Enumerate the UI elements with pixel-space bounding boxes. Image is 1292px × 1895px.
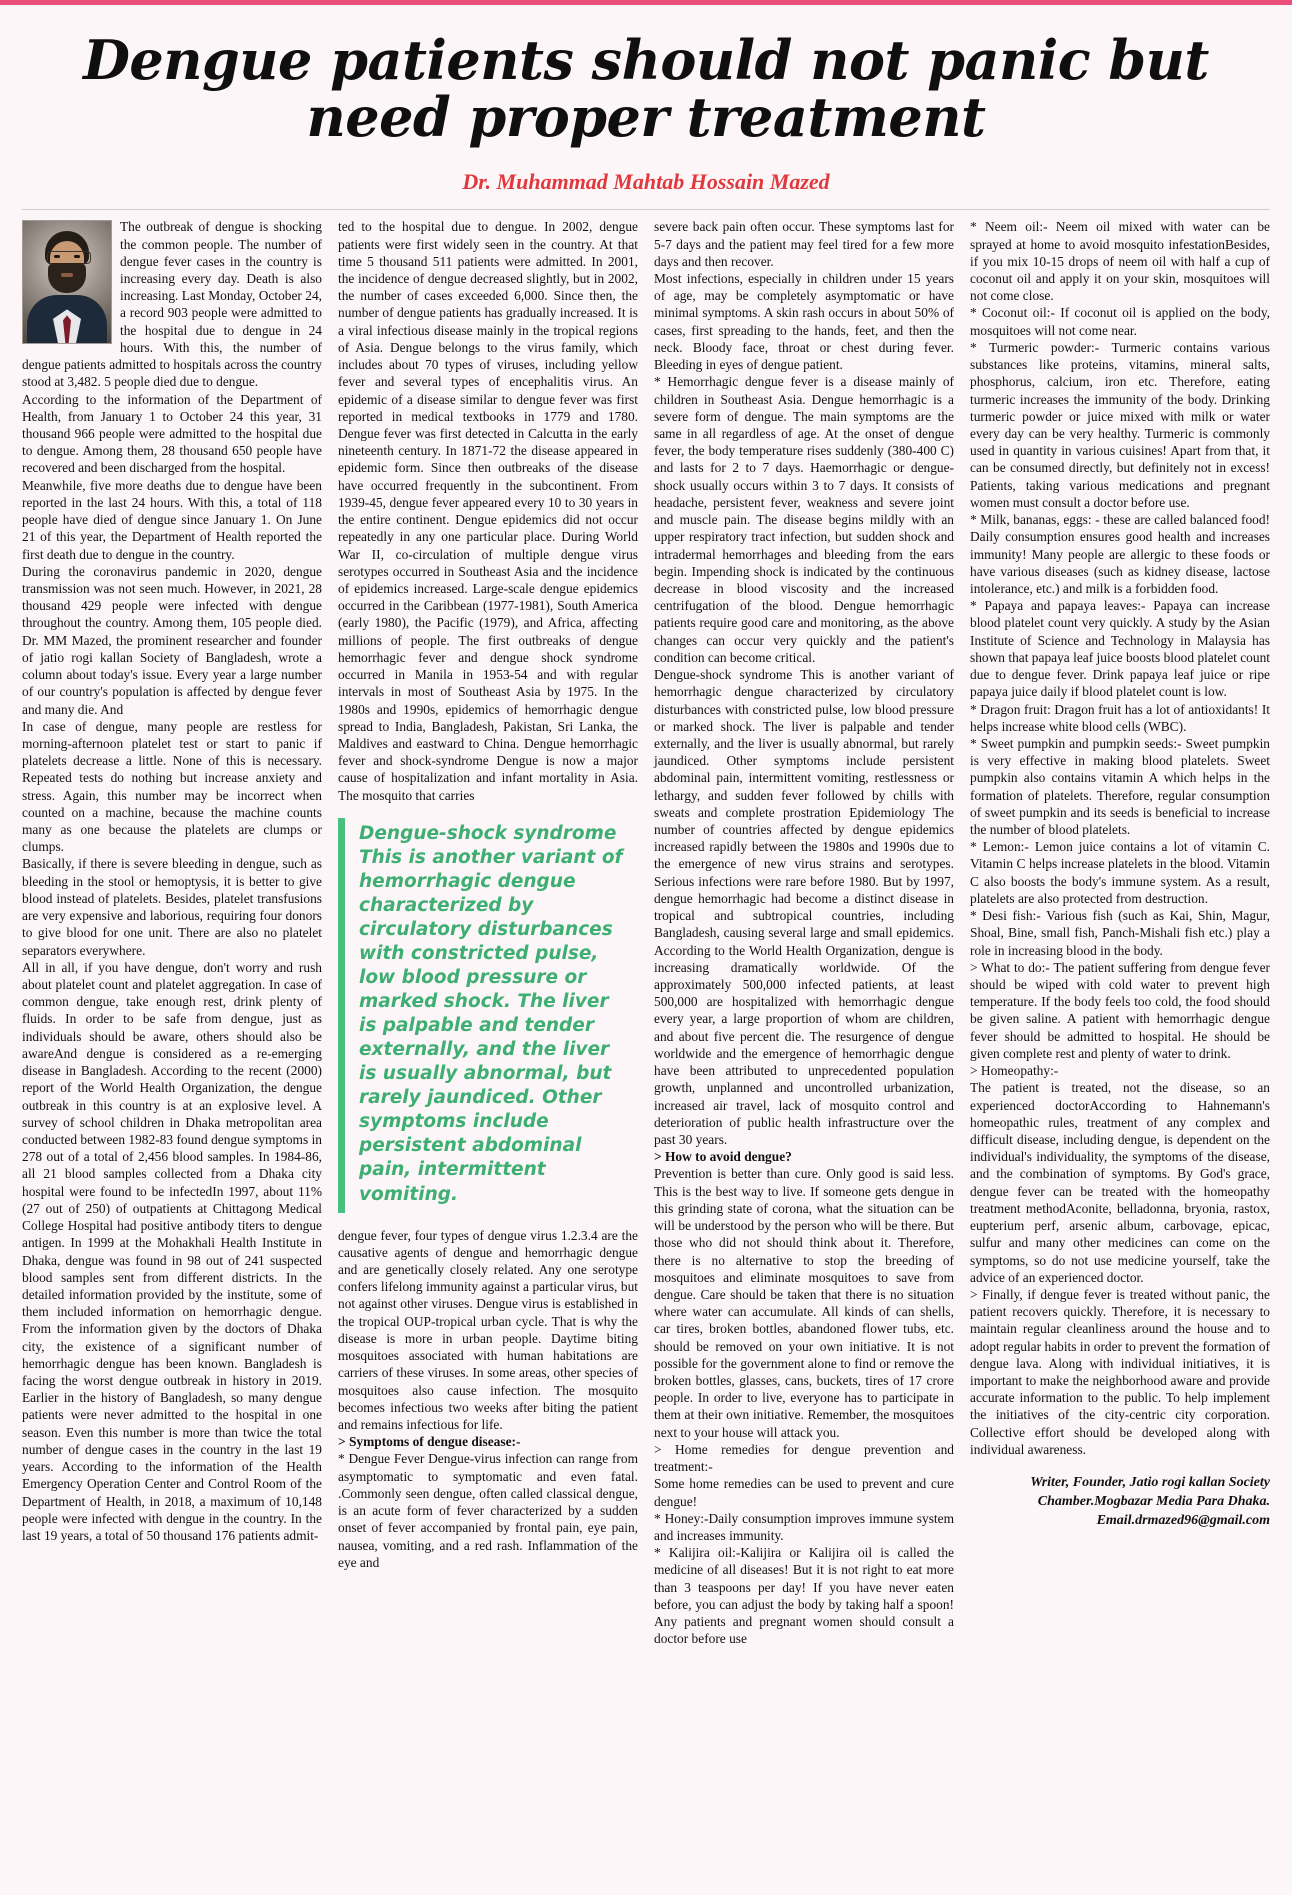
paragraph: * Desi fish:- Various fish (such as Kai, Shin, Magur, Shoal, Bine, small fish, Panch-Mishali fish etc.) play a role in increasing blood in the body. [970,908,1270,958]
paragraph: * Sweet pumpkin and pumpkin seeds:- Sweet pumpkin is very effective in making blood platelets. Sweet pumpkin also contains vitamin A which helps in the formation of platelets. Therefore, regular consumption of sweet pumpkin and its seeds is beneficial to increase the number of blood platelets. [970,735,1270,838]
header-divider [22,209,1270,210]
article-column-3 [654,218,954,1647]
paragraph: > Finally, if dengue fever is treated without panic, the patient recovers quickly. Therefore, it is necessary to maintain regular cleanliness around the house and to adopt regular habits in order to prevent the formation of dengue lava. Along with individual initiatives, it is important to make the neighborhood aware and provide accurate information to the public. To help implement the initiatives of the city-centric city corporation. Collective effort should be developed along with individual awareness. [970,1286,1270,1457]
article-column-1 [22,218,322,1544]
paragraph: > Homeopathy:- [970,1063,1059,1079]
signature-line: Email.drmazed96@gmail.com [1096,1512,1270,1528]
paragraph: Meanwhile, five more deaths due to dengue have been reported in the last 24 hours. With this, a total of 118 people have died of dengue since January 1. On June 21 of this year, the Department of Health reported the first death due to dengue in the country. [22,477,322,562]
paragraph: > What to do:- The patient suffering from dengue fever should be wiped with cold water to prevent high temperature. If the body feels too cold, the food should be given saline. A patient with hemorrhagic dengue fever should be admitted to hospital. He should be given complete rest and plenty of water to drink. [970,959,1270,1061]
top-accent-rule [0,0,1292,5]
paragraph: The patient is treated, not the disease, so an experienced doctorAccording to Hahnemann's homeopathic rules, treatment of any complex and difficult disease, including dengue, is dependent on the individual's individuality, the symptoms of the disease, and the combination of symptoms. By God's grace, dengue fever can be treated with the homeopathy treatment methodAconite, belladonna, bryonia, rastox, eupterium perf, arsenic album, carbovage, epicac, sulfur and many other medicines can come on the symptoms, so do not use medicine yourself, take the advice of an experienced doctor. [970,1080,1270,1285]
paragraph: * Dengue Fever Dengue-virus infection can range from asymptomatic to symptomatic and even fatal. .Commonly seen dengue, often called classical dengue, is an acute form of fever characterized by a sudden onset of fever accompanied by frontal pain, eye pain, nausea, vomiting, and a red rash. Inflammation of the eye and [338,1451,638,1570]
article-column-2 [338,218,638,1571]
paragraph: Most infections, especially in children under 15 years of age, may be completely asymptomatic or have minimal symptoms. A skin rash occurs in about 50% of cases, first spreading to the hands, feet, and then the neck. Bloody face, throat or chest during fever. Bleeding in eyes of dengue patient. [654,271,954,373]
paragraph: According to the information of the Department of Health, from January 1 to October 24 this year, 31 thousand 966 people were admitted to the hospital due to dengue. Among them, 28 thousand 650 people have recovered and been discharged from the hospital. [22,391,322,476]
paragraph: severe back pain often occur. These symptoms last for 5-7 days and the patient may feel tired for a few more days and then recover. [654,219,954,269]
section-heading: > Home remedies for dengue prevention and treatment:- [654,1441,954,1475]
paragraph: In case of dengue, many people are restless for morning-afternoon platelet test or start to panic if platelets decrease a little. None of this is necessary. Repeated tests do nothing but increase anxiety and stress. Again, this number may be incorrect when counted on a machine, because the machine counts many as one because the platelets are clumps or clumps. [22,718,322,855]
paragraph: * Neem oil:- Neem oil mixed with water can be sprayed at home to avoid mosquito infestationBesides, if you mix 10-15 drops of neem oil with half a cup of coconut oil and apply it on your skin, mosquitoes will not come close. [970,219,1270,304]
section-heading: > Symptoms of dengue disease:- [338,1434,521,1450]
paragraph: * Lemon:- Lemon juice contains a lot of vitamin C. Vitamin C helps increase platelets in the blood. Vitamin C also boosts the body's immune system. As a result, platelets are also protected from destruction. [970,839,1270,906]
author-signature-block [970,1474,1270,1531]
article-column-4 [970,218,1270,1530]
paragraph: dengue fever, four types of dengue virus 1.2.3.4 are the causative agents of dengue and hemorrhagic dengue and are genetically closely related. Any one serotype confers lifelong immunity against a particular virus, but not against other viruses. Dengue virus is established in the tropical OUP-tropical urban cycle. That is why the disease is more in urban people. Daytime biting mosquitoes associated with human habitations are carriers of these viruses. In some areas, other species of mosquitoes also cause infection. The mosquito becomes infectious two weeks after biting the patient and remains infectious for life. [338,1227,638,1432]
paragraph: Dengue-shock syndrome This is another variant of hemorrhagic dengue characterized by circulatory disturbances with constricted pulse, low blood pressure or marked shock. The liver is palpable and tender externally, and the liver is usually abnormal, but rarely jaundiced. Other symptoms include persistent abdominal pain, intermittent vomiting, restlessness or lethargy, and sudden fever followed by chills with sweats and complete prostration Epidemiology The number of countries affected by dengue epidemics increased rapidly between the 1980s and 1990s due to the emergence of new virus strains and serotypes. Serious infections were rare before 1980. But by 1997, dengue hemorrhagic had become a distinct disease in tropical and subtropical countries, including Bangladesh, causing several large and small epidemics. According to the World Health Organization, dengue is increasing dramatically worldwide. Of the approximately 500,000 infected patients, at least 500,000 are hospitalized with hemorrhagic dengue every year, a large proportion of whom are children, and about five percent die. The resurgence of dengue worldwide and the emergence of hemorrhagic dengue have been attributed to unprecedented population growth, unplanned and uncontrolled urbanization, increased air travel, lack of mosquito control and deterioration of public health infrastructure over the past 30 years. [654,667,954,1147]
paragraph: * Turmeric powder:- Turmeric contains various substances like proteins, vitamins, mineral salts, phosphorus, calcium, iron etc. Therefore, eating turmeric increases the immunity of the body. Drinking turmeric powder or juice mixed with milk or water every day can be very healthy. Turmeric is commonly used in quantity in various cuisines! Apart from that, it can be consumed directly, but definitely not in excess! Patients, taking various medications and pregnant women must consult a doctor before use. [970,339,1270,510]
paragraph: Prevention is better than cure. Only good is said less. This is the best way to live. If someone gets dengue in this grinding state of corona, what the situation can be will be understood by the person who will be there. But those who did not should think about it. Therefore, there is no alternative to stop the breeding of mosquitoes and eliminate mosquitoes to save from dengue. Care should be taken that there is no situation where water can accumulate. All kinds of can shells, car tires, broken bottles, abandoned flower tubs, etc. should be removed on your own initiative. It is not possible for the government alone to find or remove the broken bottles, glasses, cans, buckets, tires of 17 crore people. In order to live, everyone has to participate in them at their own initiative. Remember, the mosquitoes next to your house will attack you. [654,1166,954,1440]
paragraph: * Hemorrhagic dengue fever is a disease mainly of children in Southeast Asia. Dengue hemorrhagic is a severe form of dengue. The main symptoms are the same in all regardless of age. At the onset of dengue fever, the body temperature rises suddenly (380-400 C) and lasts for 2 to 7 days. Haemorrhagic or dengue-shock usually occurs within 3 to 7 days. It consists of headache, persistent fever, weakness and severe joint and muscle pain. The disease begins mildly with an upper respiratory tract infection, but sudden shock and intradermal hemorrhages and bleeding from the ears begin. Impending shock is indicated by the continuous decrease in blood viscosity and the increased centrifugation of the blood. Dengue hemorrhagic patients require good care and monitoring, as the above changes can occur very quickly and the patient's condition can become critical. [654,374,954,665]
paragraph: * Dragon fruit: Dragon fruit has a lot of antioxidants! It helps increase white blood cells (WBC). [970,701,1270,734]
page-title: Dengue patients should not panic but need proper treatment [83,28,1209,149]
paragraph: Some home remedies can be used to prevent and cure dengue! [654,1476,954,1509]
paragraph: All in all, if you have dengue, don't worry and rush about platelet count and platelet aggregation. In case of common dengue, take enough rest, drink plenty of fluids. In order to be safe from dengue, just as individuals should be aware, others should also be awareAnd dengue is considered as a re-emerging disease in Bangladesh. According to the recent (2000) report of the World Health Organization, the dengue outbreak in this country is at an explosive level. A survey of school children in Dhaka metropolitan area conducted between 1982-83 found dengue symptoms in 278 out of a total of 2,456 blood samples. In 1984-86, all 21 blood samples collected from a Dhaka city hospital were found to be infectedIn 1997, about 11% (27 out of 250) of outpatients at Chittagong Medical College Hospital had positive antibody titers to dengue antigen. In 1999 at the Mohakhali Health Institute in Dhaka, dengue was found in 98 out of 241 suspected blood samples sent from different districts. In the detailed information provided by the institute, some of them included information on hemorrhagic dengue. From the information given by the doctors of Dhaka city, the existence of a significant number of hemorrhagic dengue has been known. Bangladesh is facing the worst dengue outbreak in history in 2019. Earlier in the history of Bangladesh, so many dengue patients were never admitted to the hospital in one season. Even this number is more than twice the total number of dengue cases in the country in the last 19 years. According to the information of the Health Emergency Operation Center and Control Room of the Department of Health, in 2018, a maximum of 10,148 people were infected with dengue in the country. In the last 19 years, a total of 50 thousand 176 patients admit- [22,959,322,1543]
signature-line: Chamber.Mogbazar Media Para Dhaka. [1037,1494,1270,1510]
paragraph: The outbreak of dengue is shocking the common people. The number of dengue fever cases in the country is increasing every day. Death is also increasing. Last Monday, October 24, a record 903 people were admitted to the hospital due to dengue in 24 hours. With this, the number of dengue patients admitted to hospitals across the country stood at 3,482. 5 people died due to dengue. [22,219,322,390]
pull-quote: Dengue-shock syndrome This is another variant of hemorrhagic dengue characterized by circulatory disturbances with constricted pulse, low blood pressure or marked shock. The liver is palpable and tender externally, and the liver is usually abnormal, but rarely jaundiced. Other symptoms include persistent abdominal pain, intermittent vomiting. [338,818,638,1213]
paragraph: ted to the hospital due to dengue. In 2002, dengue patients were first widely seen in the country. At that time 5 thousand 511 patients were admitted. In 2001, the incidence of dengue decreased slightly, but in 2002, the number of cases exceeded 6,000. Since then, the number of dengue patients has gradually increased. It is a viral infectious disease mainly in the tropical regions of Asia. Dengue belongs to the virus family, which includes about 70 types of viruses, including yellow fever and several types of encephalitis virus. An epidemic of a disease similar to dengue fever was first reported in medical textbooks in 1779 and 1780. Dengue fever was first detected in Calcutta in the early nineteenth century. In 1871-72 the disease appeared in epidemic form. Since then outbreaks of the disease have occurred frequently in the subcontinent. From 1939-45, dengue fever appeared every 10 to 30 years in the entire continent. Dengue epidemics did not occur repeatedly in any one particular place. During World War II, co-circulation of multiple dengue virus serotypes occurred in Southeast Asia and the incidence of epidemics increased. Large-scale dengue epidemics occurred in the Caribbean (1977-1981), South America (early 1980), the Pacific (1979), and Africa, affecting millions of people. The first outbreaks of dengue hemorrhagic fever and dengue shock syndrome occurred in Manila in 1953-54 and with regular intervals in most of Southeast Asia by 1975. In the 1980s and 1990s, epidemics of hemorrhagic dengue spread to India, Bangladesh, Pakistan, Sri Lanka, the Maldives and eastward to China. Dengue hemorrhagic fever and shock-syndrome Dengue is now a major cause of hospitalization and infant mortality in Asia. The mosquito that carries [338,219,638,803]
article-columns [22,218,1270,1647]
author-portrait [22,220,112,344]
paragraph: * Papaya and papaya leaves:- Papaya can increase blood platelet count very quickly. A study by the Asian Institute of Science and Technology in Malaysia has shown that papaya leaf juice boosts blood platelet count due to dengue fever. Drink papaya leaf juice or ripe papaya juice daily if blood platelet count is low. [970,598,1270,700]
section-heading: > How to avoid dengue? [654,1149,792,1165]
paragraph: * Milk, bananas, eggs: - these are called balanced food! Daily consumption ensures good health and increases immunity! Many people are allergic to these foods or have various diseases (such as kidney disease, lactose intolerance, etc.) and milk is a forbidden food. [970,512,1270,596]
paragraph: * Honey:-Daily consumption improves immune system and increases immunity. [654,1510,954,1543]
paragraph: * Kalijira oil:-Kalijira or Kalijira oil is called the medicine of all diseases! But it is not right to eat more than 3 teaspoons per day! If you have never eaten before, you can adjust the body by taking half a spoon! Any patients and pregnant women should consult a doctor before use [654,1545,954,1647]
signature-line: Writer, Founder, Jatio rogi kallan Society [1030,1475,1270,1491]
paragraph: During the coronavirus pandemic in 2020, dengue transmission was not seen much. However, in 2021, 28 thousand 429 people were infected with dengue throughout the country. Among them, 105 people died. Dr. MM Mazed, the prominent researcher and founder of jatio rogi kallan Society of Bangladesh, wrote a column about today's issue. Every year a large number of our country's population is affected by dengue fever and many die. And [22,563,322,717]
byline-author: Dr. Muhammad Mahtab Hossain Mazed [462,169,830,195]
paragraph: * Coconut oil:- If coconut oil is applied on the body, mosquitoes will not come near. [970,305,1270,338]
paragraph: Basically, if there is severe bleeding in dengue, such as bleeding in the stool or hemoptysis, it is better to give blood instead of platelets. Besides, platelet transfusions are very expensive and laborious, requiring four donors to give blood for one unit. There are also no platelet separators everywhere. [22,856,322,958]
